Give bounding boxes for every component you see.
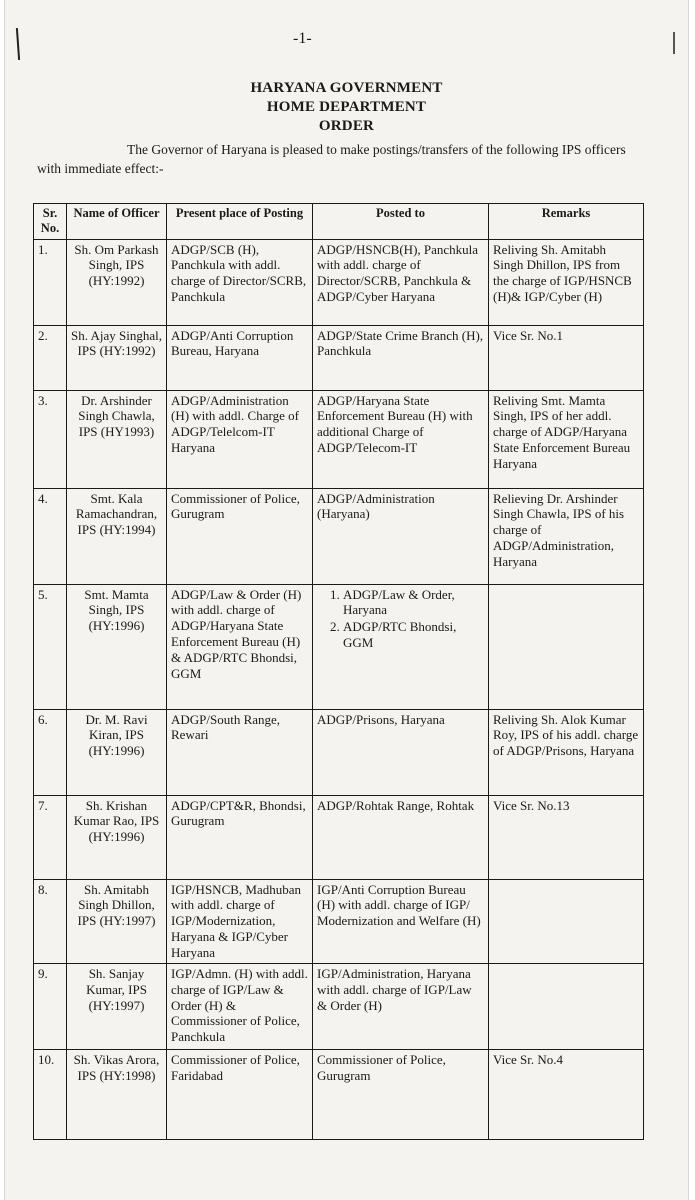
- row-sr: 7.: [34, 795, 67, 879]
- row-officer: Smt. Mamta Singh, IPS (HY:1996): [67, 584, 167, 709]
- table-row: [34, 795, 644, 879]
- row-officer: Sh. Amitabh Singh Dhillon, IPS (HY:1997): [67, 879, 167, 963]
- row-remarks: Reliving Sh. Amitabh Singh Dhillon, IPS from the charge of IGP/HSNCB (H)& IGP/Cyber (H): [489, 239, 644, 325]
- row-sr: 5.: [34, 584, 67, 709]
- row-remarks: Vice Sr. No.1: [489, 325, 644, 390]
- row-posted: ADGP/Haryana State Enforcement Bureau (H) with additional Charge of ADGP/Telecom-IT: [313, 390, 489, 488]
- row-present: Commissioner of Police, Gurugram: [167, 488, 313, 584]
- row-sr: 2.: [34, 325, 67, 390]
- row-present: ADGP/Administration (H) with addl. Charge of ADGP/Telelcom-IT Haryana: [167, 390, 313, 488]
- row-posted: Commissioner of Police, Gurugram: [313, 1049, 489, 1139]
- row-officer: Smt. Kala Ramachandran, IPS (HY:1994): [67, 488, 167, 584]
- table-row: [34, 488, 644, 584]
- heading-order: ORDER: [318, 118, 375, 134]
- heading-government: HARYANA GOVERNMENT: [250, 80, 443, 96]
- row-officer: Sh. Om Parkash Singh, IPS (HY:1992): [67, 239, 167, 325]
- header-sr-no: Sr. No.: [34, 204, 67, 240]
- row-present: ADGP/CPT&R, Bhondsi, Gurugram: [167, 795, 313, 879]
- row-officer: Dr. Arshinder Singh Chawla, IPS (HY1993): [67, 390, 167, 488]
- page-number: -1-: [293, 30, 312, 47]
- row-officer: Sh. Ajay Singhal, IPS (HY:1992): [67, 325, 167, 390]
- intro-paragraph: The Governor of Haryana is pleased to make postings/transfers of the following IPS officers with immediate effect:-: [37, 142, 626, 177]
- row-present: Commissioner of Police, Faridabad: [167, 1049, 313, 1139]
- margin-mark: [673, 32, 681, 54]
- row-remarks: Reliving Sh. Alok Kumar Roy, IPS of his addl. charge of ADGP/Prisons, Haryana: [489, 709, 644, 795]
- posted-to-list: [317, 587, 484, 651]
- header-posted-to: Posted to: [313, 204, 489, 240]
- table-row: [34, 709, 644, 795]
- row-present: ADGP/Anti Corruption Bureau, Haryana: [167, 325, 313, 390]
- row-remarks: Vice Sr. No.4: [489, 1049, 644, 1139]
- list-item: 1. ADGP/Law & Order, Haryana: [343, 587, 484, 619]
- list-item: 2. ADGP/RTC Bhondsi, GGM: [343, 619, 484, 651]
- postings-table: [33, 203, 644, 1140]
- row-remarks: [489, 963, 644, 1049]
- row-present: IGP/Admn. (H) with addl. charge of IGP/Law & Order (H) & Commissioner of Police, Panchkula: [167, 963, 313, 1049]
- table-row: [34, 963, 644, 1049]
- table-row: [34, 325, 644, 390]
- row-posted: ADGP/Administration (Haryana): [313, 488, 489, 584]
- row-sr: 10.: [34, 1049, 67, 1139]
- margin-mark: [16, 28, 20, 60]
- row-sr: 8.: [34, 879, 67, 963]
- row-officer: Sh. Krishan Kumar Rao, IPS (HY:1996): [67, 795, 167, 879]
- table-header-row: [34, 204, 644, 240]
- heading-department: HOME DEPARTMENT: [266, 99, 427, 115]
- row-sr: 1.: [34, 239, 67, 325]
- row-present: IGP/HSNCB, Madhuban with addl. charge of IGP/Modernization, Haryana & IGP/Cyber Haryana: [167, 879, 313, 963]
- row-officer: Sh. Sanjay Kumar, IPS (HY:1997): [67, 963, 167, 1049]
- row-officer: Dr. M. Ravi Kiran, IPS (HY:1996): [67, 709, 167, 795]
- table-row: [34, 390, 644, 488]
- row-remarks: Relieving Dr. Arshinder Singh Chawla, IPS of his charge of ADGP/Administration, Haryana: [489, 488, 644, 584]
- row-sr: 4.: [34, 488, 67, 584]
- row-officer: Sh. Vikas Arora, IPS (HY:1998): [67, 1049, 167, 1139]
- table-row: [34, 879, 644, 963]
- row-remarks: Reliving Smt. Mamta Singh, IPS of her addl. charge of ADGP/Haryana State Enforcement Bureau Haryana: [489, 390, 644, 488]
- row-posted: [313, 584, 489, 709]
- table-row: [34, 1049, 644, 1139]
- table-row: [34, 239, 644, 325]
- row-present: ADGP/Law & Order (H) with addl. charge of ADGP/Haryana State Enforcement Bureau (H) & ADGP/RTC Bhondsi, GGM: [167, 584, 313, 709]
- row-posted: IGP/Administration, Haryana with addl. charge of IGP/Law & Order (H): [313, 963, 489, 1049]
- header-remarks: Remarks: [489, 204, 644, 240]
- row-posted: ADGP/State Crime Branch (H), Panchkula: [313, 325, 489, 390]
- row-posted: ADGP/HSNCB(H), Panchkula with addl. charge of Director/SCRB, Panchkula & ADGP/Cyber Haryana: [313, 239, 489, 325]
- table-row: [34, 584, 644, 709]
- row-sr: 6.: [34, 709, 67, 795]
- document-page: [4, 0, 689, 1200]
- row-sr: 3.: [34, 390, 67, 488]
- row-posted: IGP/Anti Corruption Bureau (H) with addl. charge of IGP/ Modernization and Welfare (H): [313, 879, 489, 963]
- row-remarks: Vice Sr. No.13: [489, 795, 644, 879]
- row-posted: ADGP/Prisons, Haryana: [313, 709, 489, 795]
- header-officer-name: Name of Officer: [67, 204, 167, 240]
- row-remarks: [489, 584, 644, 709]
- row-remarks: [489, 879, 644, 963]
- row-present: ADGP/South Range, Rewari: [167, 709, 313, 795]
- row-present: ADGP/SCB (H), Panchkula with addl. charge of Director/SCRB, Panchkula: [167, 239, 313, 325]
- header-present-posting: Present place of Posting: [167, 204, 313, 240]
- row-posted: ADGP/Rohtak Range, Rohtak: [313, 795, 489, 879]
- row-sr: 9.: [34, 963, 67, 1049]
